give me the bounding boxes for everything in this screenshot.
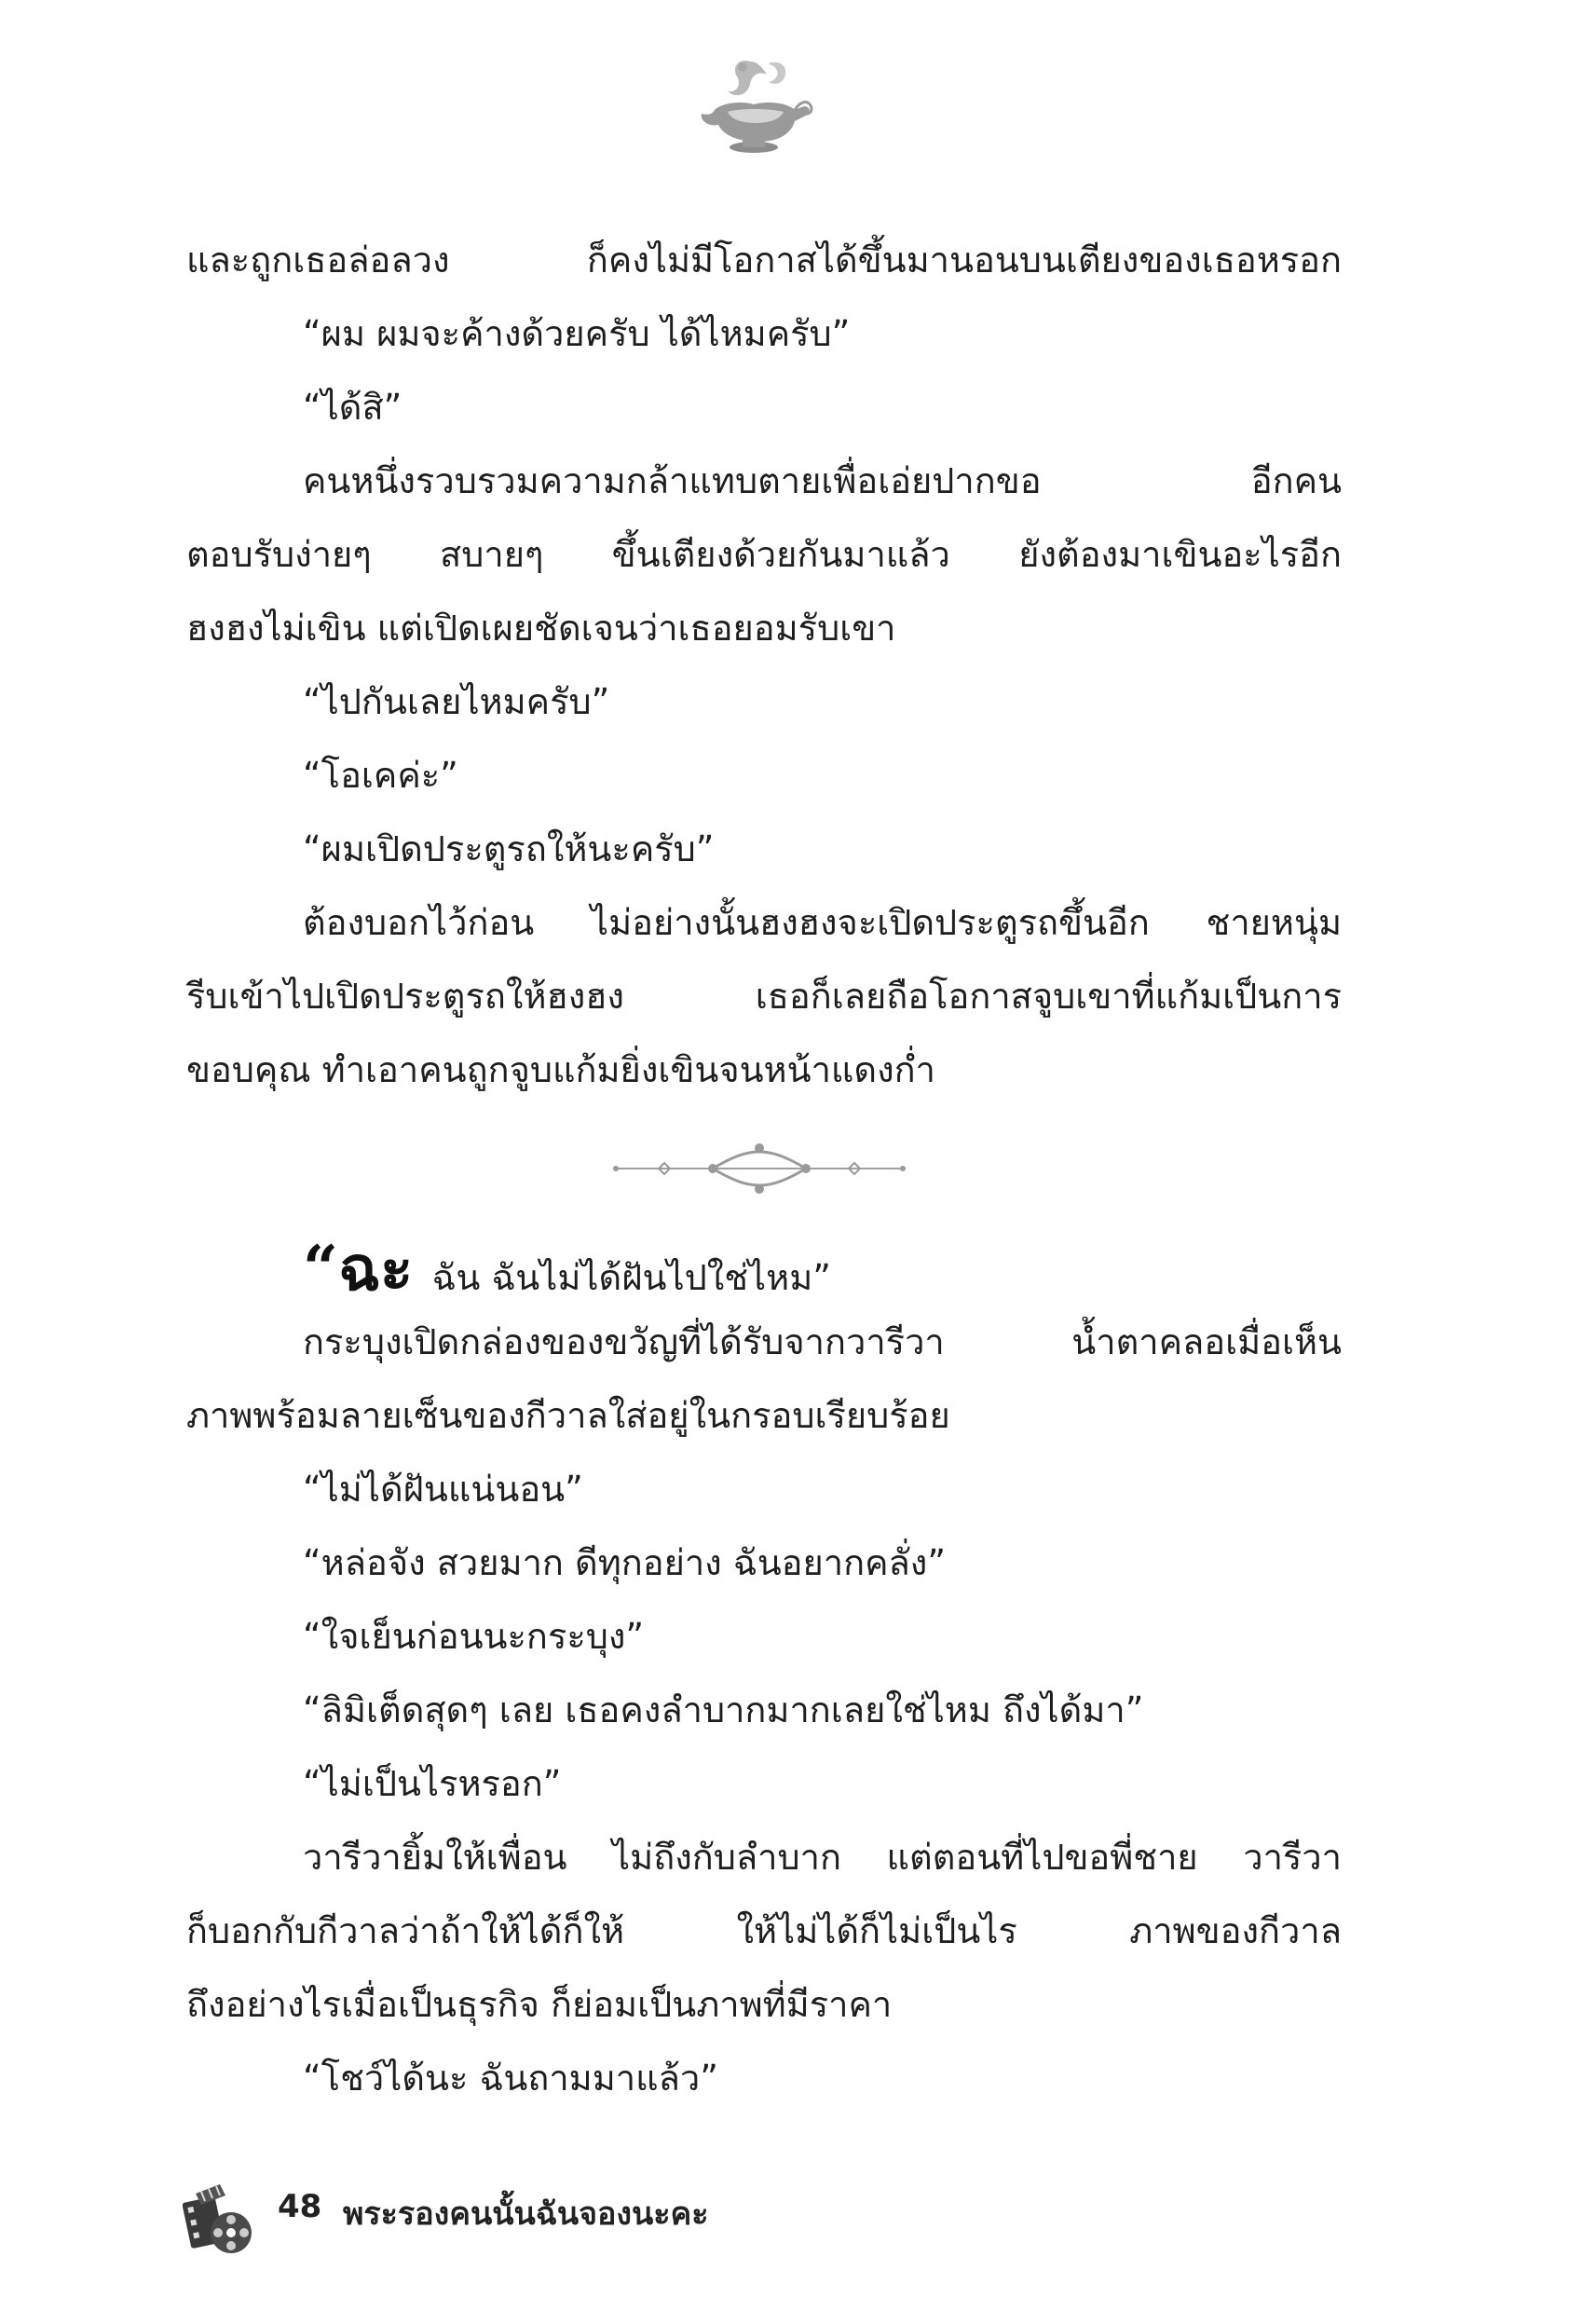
paragraph-line: ฮงฮงไม่เขิน แต่เปิดเผยชัดเจนว่าเธอยอมรับเขา bbox=[186, 608, 896, 649]
paragraph-line: กระบุงเปิดกล่องของขวัญที่ได้รับจากวารีวา น้ำตาคลอเมื่อเห็น bbox=[303, 1321, 1342, 1362]
drop-cap: “ฉะ bbox=[303, 1232, 414, 1305]
running-title: พระรองคนนั้นฉันจองนะคะ bbox=[343, 2195, 709, 2233]
paragraph-line: คนหนึ่งรวบรวมความกล้าแทบตายเพื่อเอ่ยปากขอ อีกคน bbox=[303, 460, 1342, 501]
dialogue-line: “ได้สิ” bbox=[303, 387, 402, 428]
opening-line-text: ฉัน ฉันไม่ได้ฝันไปใช่ไหม” bbox=[431, 1257, 831, 1298]
paragraph-line: ตอบรับง่ายๆ สบายๆ ขึ้นเตียงด้วยกันมาแล้ว ยังต้องมาเขินอะไรอีก bbox=[186, 534, 1342, 575]
magic-lamp-icon bbox=[694, 54, 815, 161]
paragraph-line: ภาพพร้อมลายเซ็นของกีวาลใส่อยู่ในกรอบเรียบร้อย bbox=[186, 1395, 950, 1436]
paragraph-line: วารีวายิ้มให้เพื่อน ไม่ถึงกับลำบาก แต่ตอนที่ไปขอพี่ชาย วารีวา bbox=[303, 1837, 1342, 1878]
section-1-text bbox=[186, 224, 1342, 1107]
section-2-text bbox=[186, 1232, 1342, 2115]
dialogue-line: “ไม่เป็นไรหรอก” bbox=[303, 1763, 562, 1804]
dialogue-line: “โชว์ได้นะ ฉันถามมาแล้ว” bbox=[303, 2058, 718, 2099]
opening-line bbox=[186, 1232, 1342, 1306]
dialogue-line: “ไม่ได้ฝันแน่นอน” bbox=[303, 1469, 583, 1510]
paragraph-line: รีบเข้าไปเปิดประตูรถให้ฮงฮง เธอก็เลยถือโอกาสจูบเขาที่แก้มเป็นการ bbox=[186, 976, 1342, 1017]
dialogue-line: “หล่อจัง สวยมาก ดีทุกอย่าง ฉันอยากคลั่ง” bbox=[303, 1542, 947, 1583]
paragraph-line: ต้องบอกไว้ก่อน ไม่อย่างนั้นฮงฮงจะเปิดประตูรถขึ้นอีก ชายหนุ่ม bbox=[303, 902, 1342, 943]
dialogue-line: “ผมเปิดประตูรถให้นะครับ” bbox=[303, 828, 715, 869]
film-reel-icon bbox=[183, 2181, 257, 2261]
dialogue-line: “โอเคค่ะ” bbox=[303, 755, 458, 796]
paragraph-line: ถึงอย่างไรเมื่อเป็นธุรกิจ ก็ย่อมเป็นภาพที่มีราคา bbox=[186, 1984, 893, 2025]
dialogue-line: “ไปกันเลยไหมครับ” bbox=[303, 681, 610, 722]
dialogue-line: “ผม ผมจะค้างด้วยครับ ได้ไหมครับ” bbox=[303, 313, 851, 354]
dialogue-line: “ลิมิเต็ดสุดๆ เลย เธอคงลำบากมากเลยใช่ไหม ถึงได้มา” bbox=[303, 1689, 1144, 1730]
ornamental-divider-icon bbox=[610, 1139, 908, 1198]
paragraph-line: ขอบคุณ ทำเอาคนถูกจูบแก้มยิ่งเขินจนหน้าแดงก่ำ bbox=[186, 1049, 935, 1090]
dialogue-line: “ใจเย็นก่อนนะกระบุง” bbox=[303, 1616, 645, 1657]
paragraph-line: และถูกเธอล่อลวง ก็คงไม่มีโอกาสได้ขึ้นมานอนบนเตียงของเธอหรอก bbox=[186, 239, 1342, 280]
paragraph-line: ก็บอกกับกีวาลว่าถ้าให้ได้ก็ให้ ให้ไม่ได้ก็ไม่เป็นไร ภาพของกีวาล bbox=[186, 1910, 1342, 1951]
page-number: 48 bbox=[278, 2188, 322, 2225]
